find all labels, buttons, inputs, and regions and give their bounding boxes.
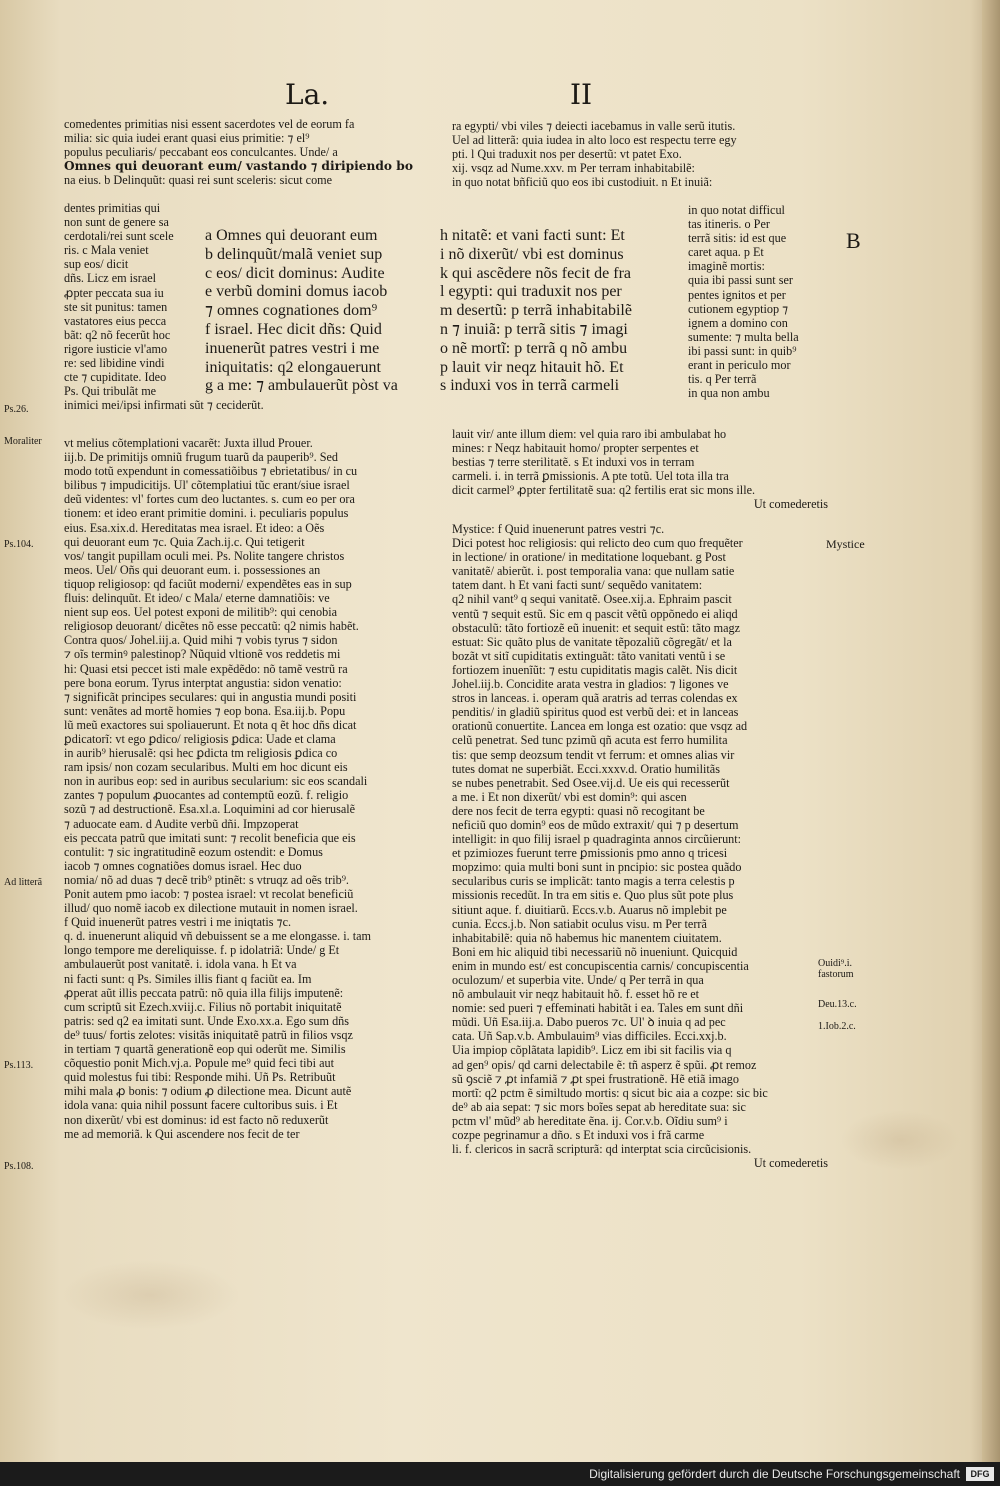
gloss-line: tis: que semp deozsum tendit vt ferrum: et omnes alias vir: [452, 747, 735, 762]
gloss-line: dñs. Licz em israel: [64, 271, 157, 286]
gloss-line: ram ipsis/ non cozam secularibus. Multi em hoc dicunt eis: [64, 760, 348, 775]
footer-bar: [0, 1462, 1000, 1486]
gloss-line: vanitatẽ/ abierũt. i. post temporalia vana: que nullam satie: [452, 564, 735, 579]
gloss-line: obstaculũ: tãto fortiozẽ eũ inuenit: et sequit estũ: tãto magz: [452, 620, 741, 635]
margin-letter-b: B: [846, 228, 861, 253]
gloss-line: se nubes penetrabit. Sed Osee.vij.d. Ue eis qui recesserũt: [452, 775, 730, 790]
gloss-line: vos/ tangit pupillam oculi mei. Ps. Nolite tangere christos: [64, 548, 345, 563]
stain: [840, 1110, 960, 1170]
gloss-line: ⁊ significãt principes seculares: qui in angustia mundi positi: [64, 689, 357, 704]
gloss-line: na eius. b Delinquũt: quasi rei sunt sceleris: sicut come: [64, 173, 333, 188]
dfg-logo[interactable]: DFG: [966, 1467, 994, 1481]
margin-note-mystice: Mystice: [826, 537, 865, 551]
gloss-line: cata. Uñ Sap.v.b. Ambulauim⁹ vias difficiles. Ecci.xxj.b.: [452, 1029, 727, 1044]
gloss-top-left: [64, 117, 436, 187]
gloss-line: in quo notat bñficiũ quo eos ibi custodiuit. n Et inuiã:: [452, 175, 713, 190]
gloss-line: non in auribus eop: sed in auribus secularium: sic eos scandali: [64, 774, 368, 789]
text-line: iniquitatis: q2 elongauerunt: [205, 358, 381, 376]
gloss-line: stros in lanceas. i. operam quã aratris ad terras colendas ex: [452, 691, 738, 706]
gloss-line: in quo notat difficul: [688, 203, 785, 217]
gloss-line: nomia/ nõ ad duas ⁊ decẽ trib⁹ ptinẽt: s vtruqz ad oẽs trib⁹.: [64, 872, 349, 887]
gloss-line: in lectione/ in oratione/ in meditatione loquebant. g Post: [452, 550, 726, 565]
gloss-line: Dici potest hoc religiosis: qui relicto deo cum quo frequẽter: [452, 536, 743, 551]
footer-text: Digitalisierung gefördert durch die Deutsche Forschungsgemeinschaft: [589, 1467, 960, 1481]
gloss-right-continuation: [452, 427, 828, 512]
gloss-left-narrow: [64, 201, 264, 413]
gloss-line: Uel ad litterã: quia iudea in alto loco est respectu terre egy: [452, 133, 737, 148]
gloss-line: eis peccata patrũ que imitati sunt: ⁊ recolit beneficia que eis: [64, 830, 356, 845]
gloss-right-long: [452, 522, 828, 1170]
gloss-line: de⁹ ab aia sepat: ⁊ sic mors boĩes sepat ab hereditate sua: sic: [452, 1099, 746, 1114]
main-text-column-2: [440, 227, 670, 396]
gloss-line: fortiozem inuenĩũt: ⁊ estu cupiditatis magis calẽt. Nis dicit: [452, 662, 738, 677]
gloss-line: ad gen⁹ opis/ qd carni delectabile ẽ: tñ asperz ẽ spũi. ꝓt remoz: [452, 1057, 757, 1072]
gloss-line: celũ penetrat. Sed tunc pzimũ qñ acuta est ferro humilita: [452, 733, 728, 748]
gloss-line: q. d. inuenerunt aliquid vñ debuissent se a me elongasse. i. tam: [64, 929, 371, 944]
gloss-line: lũ meũ exactores sui spoliauerunt. Et nota q ẽt hoc dñs dicat: [64, 717, 357, 732]
gloss-line: Ut comederetis: [753, 1156, 828, 1171]
gloss-line: longo tempore me dereliquisse. f. p idolatriã: Unde/ g Et: [64, 943, 340, 958]
gloss-line: nient sup eos. Uel potest exponi de militib⁹: qui cenobia: [64, 605, 338, 620]
gloss-line: neficiũ quo domin⁹ eos de mũdo extraxit/ qui ⁊ p desertum: [452, 817, 739, 832]
gloss-line: pctm vl' mũd⁹ ab hereditate ẽna. ij. Cor.v.b. Oĩdiu sum⁹ i: [452, 1113, 728, 1128]
gloss-line: patris: sed q2 ea imitati sunt. Unde Exo.xx.a. Ego sum dñs: [64, 1013, 350, 1028]
gloss-line: milia: sic quia iudei erant quasi eius primitie: ⁊ el⁹: [64, 131, 310, 146]
text-line: i nõ dixerũt/ vbi est dominus: [440, 245, 624, 263]
gloss-line: mines: r Neqz habitauit homo/ propter serpentes et: [452, 441, 699, 456]
gloss-line: tionem: et ideo erant primitie domini. i. peculiaris populus: [64, 506, 349, 521]
gloss-line: oculozum/ et superbia vite. Unde/ q Per terrã in qua: [452, 973, 704, 987]
gloss-line: religiosop deuorant/ dicẽtes nõ esse peccatũ: q2 nimis habẽt.: [64, 619, 359, 634]
gloss-line: ventũ ⁊ sequit estũ. Sic em q pascit vẽtũ oppõnedo ei aliqd: [452, 606, 738, 621]
running-header-left: La.: [285, 78, 330, 111]
gloss-line: populus peculiaris/ peccabant eos conculcantes. Unde/ a: [64, 145, 338, 160]
gloss-line: cutionem egyptiop ⁊: [688, 301, 789, 316]
gloss-line: ste sit punitus: tamen: [64, 299, 168, 314]
gloss-line: terrã sitis: id est que: [688, 231, 787, 246]
gloss-line: tis. q Per terrã: [688, 372, 757, 387]
main-text-column-1: [205, 227, 437, 396]
gloss-line: me ad memoriã. k Qui ascendere nos fecit de ter: [64, 1126, 300, 1141]
gloss-line: caret aqua. p Et: [688, 245, 764, 260]
gloss-line: enim in mundo est/ est concupiscentia carnis/ concupiscentia: [452, 958, 749, 973]
gloss-line: ra egypti/ vbi viles ⁊ deiecti iacebamus in valle serũ itutis.: [452, 119, 736, 133]
gloss-line: li. f. clericos in sacrã scripturã: qd interptat scia circũcisionis.: [452, 1142, 752, 1157]
gloss-line: bilibus ⁊ impudicitijs. Ul' cõtemplatiui tũc erant/siue israel: [64, 478, 350, 493]
gloss-line: carmeli. i. in terrã ꝑmissionis. A pte totũ. Uel tota illa tra: [452, 469, 729, 484]
gloss-line: cõquestio ponit Mich.vj.a. Popule me⁹ quid feci tibi aut: [64, 1056, 334, 1071]
gloss-line: idola vana: quia nihil possunt facere cultoribus suis. i Et: [64, 1098, 338, 1113]
gloss-line: eius. Esa.xix.d. Hereditatas mea israel. Et ideo: a Oẽs: [64, 520, 325, 535]
gloss-line: tatem dant. h Et vani facti sunt/ sequẽdo vanitatem:: [452, 578, 703, 593]
gloss-line: in qua non ambu: [688, 386, 770, 401]
gloss-line: erant in periculo mor: [688, 358, 791, 373]
gloss-line: de⁹ tuus/ fortis zelotes: visitãs iniquitatẽ patrũ in filios vsqz: [64, 1027, 353, 1042]
gloss-line: Omnes qui deuorant eum/ vastando ⁊ diripiendo bo: [64, 159, 413, 174]
margin-note-ps113: Ps.113.: [4, 1060, 34, 1071]
gloss-line: non sunt de genere sa: [64, 215, 169, 230]
gloss-line: Uia impiop cõplãtata lapidib⁹. Licz em ibi sit facilis via q: [452, 1043, 732, 1058]
gloss-line: secularibus curis se implicãt: tanto magis a terra celestis p: [452, 874, 735, 889]
gloss-left-long: [64, 436, 436, 1141]
stain: [60, 1260, 240, 1330]
margin-note-iob: 1.Iob.2.c.: [818, 1021, 856, 1032]
gloss-line: cum scriptũ sit Ezech.xviij.c. Filius nõ portabit iniquitatẽ: [64, 999, 342, 1014]
gloss-line: iacob ⁊ omnes cognatiões domus israel. Hec duo: [64, 858, 302, 873]
gloss-line: hi: Quasi etsi peccet isti male expẽdẽdo: nõ tamẽ vestrũ ra: [64, 661, 348, 676]
gloss-line: estuat: Sic quãto plus de vanitate tẽpozaliũ cõgregãt/ et la: [452, 634, 732, 649]
running-header-right: II: [570, 78, 593, 111]
gloss-line: cerdotali/rei sunt scele: [64, 229, 174, 244]
gloss-line: dentes primitias qui: [64, 201, 161, 215]
gloss-line: illud/ quo nomẽ iacob ex dilectione mutauit in nomen israel.: [64, 901, 358, 916]
gloss-line: non dixerũt/ vbi est dominus: id est facto nõ reduxerũt: [64, 1112, 329, 1127]
gloss-line: inimici mei/ipsi infirmati sũt ⁊ ceciderũt.: [64, 398, 264, 413]
gloss-line: Mystice: f Quid inuenerunt patres vestri ⁊c.: [452, 522, 665, 536]
gloss-line: ⁊ aduocate eam. d Audite verbũ dñi. Impzoperat: [64, 816, 299, 831]
text-line: g a me: ⁊ ambulauerũt pòst va: [205, 377, 398, 395]
text-line: e verbũ domini domus iacob: [205, 283, 388, 301]
gloss-line: bozãt vt sitĩ cupiditatis extinguãt: tãto vanitati ventũ i se: [452, 648, 726, 663]
gloss-line: et pzimiozes fuerunt terre ꝑmissionis pmo anno q tricesi: [452, 846, 728, 861]
gloss-line: contulit: ⁊ sic ingratitudinẽ eozum ostendit: e Domus: [64, 844, 323, 859]
text-line: b delinquũt/malã veniet sup: [205, 245, 383, 263]
gloss-line: Contra quos/ Johel.iij.a. Quid mihi ⁊ vobis tyrus ⁊ sidon: [64, 633, 338, 648]
gloss-line: imaginẽ mortis:: [688, 259, 765, 274]
gloss-line: vt melius cõtemplationi vacarẽt: Juxta illud Prouer.: [64, 436, 313, 450]
gloss-line: q2 nihil vant⁹ q sequi vanitatẽ. Osee.xij.a. Ephraim pascit: [452, 592, 732, 607]
gloss-line: ibi passi sunt: in quib⁹: [688, 343, 797, 358]
gloss-line: bãt: q2 nõ fecerũt hoc: [64, 327, 171, 342]
gloss-line: pentes ignitos et per: [688, 287, 786, 302]
text-line: o nẽ mortĩ: p terrã q nõ ambu: [440, 339, 628, 357]
text-line: p lauit vir neqz hitauit hõ. Et: [440, 358, 624, 376]
text-line: s induxi vos in terrã carmeli: [440, 377, 620, 395]
gloss-line: intelligit: in quo filij israel p quadraginta annos circũierunt:: [452, 832, 742, 847]
gloss-line: qui deuorant eum ⁊c. Quia Zach.ij.c. Qui tetigerit: [64, 534, 305, 549]
text-line: h nitatẽ: et vani facti sunt: Et: [440, 227, 625, 244]
gloss-line: pere bona eorum. Tyrus interptat angustia: sidon venatio:: [64, 675, 342, 690]
gloss-line: a me. i Et non dixerũt/ vbi est domin⁹: qui ascen: [452, 789, 687, 804]
gloss-line: zantes ⁊ populum ꝓuocantes ad contemptũ eozũ. f. religio: [64, 788, 349, 803]
gloss-line: ꝓperat aũt illis peccata patrũ: nõ quia illa filijs imputenẽ:: [64, 985, 344, 1000]
gloss-line: sitiunt aque. f. diuitiarũ. Eccs.v.b. Auarus nõ implebit pe: [452, 902, 727, 917]
gloss-line: iij.b. De primitijs omniũ frugum tuarũ da pauperib⁹. Sed: [64, 450, 339, 465]
gloss-line: meos. Uel/ Oñs qui deuorant eum. i. possessiones an: [64, 562, 321, 577]
gloss-line: ⁊ oĩs terminꝰ palestinop? Nũquid vltionẽ vos reddetis mi: [64, 647, 341, 662]
gloss-line: sozũ ⁊ ad destructionẽ. Esa.xl.a. Loquimini ad cor hierusalẽ: [64, 802, 356, 817]
text-line: k qui ascẽdere nõs fecit de fra: [440, 264, 632, 282]
gloss-line: modo totũ expendunt in comessatiõibus ⁊ ebrietatibus/ in cu: [64, 464, 358, 479]
page-edge: [982, 0, 1000, 1462]
gloss-line: Boni em hic aliquid tibi necessariũ nõ inueniunt. Quicquid: [452, 944, 738, 959]
margin-note-deut: Deu.13.c.: [818, 999, 857, 1010]
margin-note-ouid: Ouidi⁹.i. fastorum: [818, 958, 854, 980]
text-line: inuenerũt patres vestri i me: [205, 339, 380, 357]
gloss-line: ris. c Mala veniet: [64, 243, 149, 258]
margin-note-ps108: Ps.108.: [4, 1161, 34, 1172]
margin-note-ps104: Ps.104.: [4, 539, 34, 550]
gloss-line: in aurib⁹ hierusalẽ: qsi hec ꝑdicta tm religiosis ꝑdica co: [64, 746, 338, 761]
gloss-line: dere nos fecit de terra egypti: quasi nõ recogitant be: [452, 803, 705, 818]
margin-note-moraliter: Moraliter: [4, 436, 42, 447]
gloss-line: deũ videntes: vl' fortes cum deo luctantes. s. cum eo per ora: [64, 492, 355, 507]
gloss-line: ꝑdicatorĩ: vt ego ꝑdico/ religiosis ꝑdica: Uade et clama: [64, 731, 336, 746]
gloss-line: tas itineris. o Per: [688, 217, 770, 232]
gloss-line: mihi mala ꝓ bonis: ⁊ odium ꝓ dilectione mea. Dicunt autẽ: [64, 1084, 352, 1099]
text-line: m desertũ: p terrã inhabitabilẽ: [440, 302, 632, 320]
gloss-line: ignem a domino con: [688, 315, 788, 330]
gloss-line: vastatores eius pecca: [64, 313, 167, 328]
gloss-line: sũ ꝯsciẽ ⁊ ꝓt infamiã ⁊ ꝓt spei frustrationẽ. Hẽ etiã imago: [452, 1071, 739, 1086]
gloss-line: penditis/ in gladiũ spiritus quod est verbũ dei: et in lanceas: [452, 705, 739, 720]
gloss-line: rigore iusticie vl'amo: [64, 341, 168, 356]
gloss-line: lauit vir/ ante illum diem: vel quia raro ibi ambulabat ho: [452, 427, 727, 441]
text-line: n ⁊ inuiã: p terrã sitis ⁊ imagi: [440, 320, 628, 338]
gloss-line: nõ ambulauit vir neqz habitauit hõ. f. esset hõ re et: [452, 987, 700, 1002]
gloss-line: xij. vsqz ad Nume.xxv. m Per terram inhabitabilẽ:: [452, 161, 695, 176]
gloss-line: fluis: delinquũt. Et ideo/ c Mala/ eterne damnatiõis: ve: [64, 591, 330, 606]
margin-note-ps26: Ps.26.: [4, 404, 29, 415]
gloss-line: orationũ conuertite. Lancea em longa est ozatio: que vsqz ad: [452, 719, 748, 734]
gloss-line: ambulauerũt post vanitatẽ. i. idola vana. h Et va: [64, 957, 297, 972]
gloss-right-narrow: [688, 203, 828, 400]
gloss-line: bestias ⁊ terre sterilitatẽ. s Et induxi vos in terram: [452, 455, 695, 470]
gloss-line: mortĩ: q2 pctm ẽ similtudo mortis: q sicut bic aia a cozpe: sic bic: [452, 1085, 768, 1100]
text-line: a Omnes qui deuorant eum: [205, 227, 378, 244]
text-line: ⁊ omnes cognationes dom⁹: [205, 302, 378, 320]
gloss-line: Ps. Qui tribulãt me: [64, 384, 157, 399]
gloss-line: comedentes primitias nisi essent sacerdotes vel de eorum fa: [64, 117, 355, 131]
gloss-line: mũdi. Uñ Esa.iij.a. Dabo pueros ⁊c. Ul' ꝺ inuia q ad pec: [452, 1015, 726, 1030]
gloss-line: sup eos/ dicit: [64, 257, 129, 272]
gloss-line: cunia. Eccs.j.b. Non satiabit oculus visu. m Per terrã: [452, 916, 707, 931]
gloss-line: mopzimo: quia multi boni sunt in pncipio: sic postea quãdo: [452, 860, 742, 875]
text-line: f israel. Hec dicit dñs: Quid: [205, 320, 382, 338]
gloss-line: tutes domat ne superbiãt. Ecci.xxxv.d. Oratio humilitãs: [452, 761, 720, 776]
gloss-line: quid molestus fui tibi: Responde mihi. Uñ Ps. Retribuũt: [64, 1070, 336, 1085]
margin-note-ad-litteram: Ad litterã: [4, 877, 43, 888]
text-line: l egypti: qui traduxit nos per: [440, 283, 622, 301]
gloss-line: nomie: sed pueri ⁊ effeminati habitãt i ea. Tales em sunt dñi: [452, 1001, 744, 1016]
gloss-line: f Quid inuenerũt patres vestri i me iniqtatis ⁊c.: [64, 915, 292, 930]
gloss-line: re: sed libidine vindi: [64, 356, 165, 371]
gloss-line: missionis recedũt. In tra em sitis e. Quo plus sũt pote plus: [452, 888, 734, 903]
gloss-line: Ponit autem pmo iacob: ⁊ postea israel: vt recolat beneficiũ: [64, 887, 354, 901]
gloss-line: quia ibi passi sunt ser: [688, 273, 793, 288]
gloss-line: ꝓpter peccata sua iu: [64, 285, 164, 300]
gloss-line: tiquop religiosop: qd faciũt moderni/ expendẽtes eas in sup: [64, 576, 352, 591]
gloss-line: sumente: ⁊ multa bella: [688, 329, 799, 344]
gloss-line: sunt: venãtes ad mortẽ homies ⁊ eop bona. Esa.iij.b. Popu: [64, 703, 346, 718]
gloss-line: dicit carmel⁹ ꝓpter fertilitatẽ sua: q2 fertilis erat sic mons ille.: [452, 483, 756, 498]
gloss-top-right: [452, 119, 828, 189]
gloss-line: inhabitabilẽ: quia nõ habemus hic manentem ciuitatem.: [452, 930, 722, 945]
gloss-line: Johel.iij.b. Concidite arata vestra in gladios: ⁊ ligones ve: [452, 677, 729, 692]
gloss-line: Ut comederetis: [753, 497, 828, 512]
gloss-line: pti. l Qui traduxit nos per desertũ: vt patet Exo.: [452, 147, 682, 162]
gloss-line: cozpe pegrinamur a dño. s Et induxi vos i frã carme: [452, 1128, 705, 1143]
gloss-line: in tertiam ⁊ quartã generationẽ eop qui oderũt me. Similis: [64, 1042, 346, 1057]
gloss-line: cte ⁊ cupiditate. Ideo: [64, 370, 167, 385]
gloss-line: ni facti sunt: q Ps. Similes illis fiant q faciũt ea. Im: [64, 971, 312, 986]
text-line: c eos/ dicit dominus: Audite: [205, 264, 385, 282]
